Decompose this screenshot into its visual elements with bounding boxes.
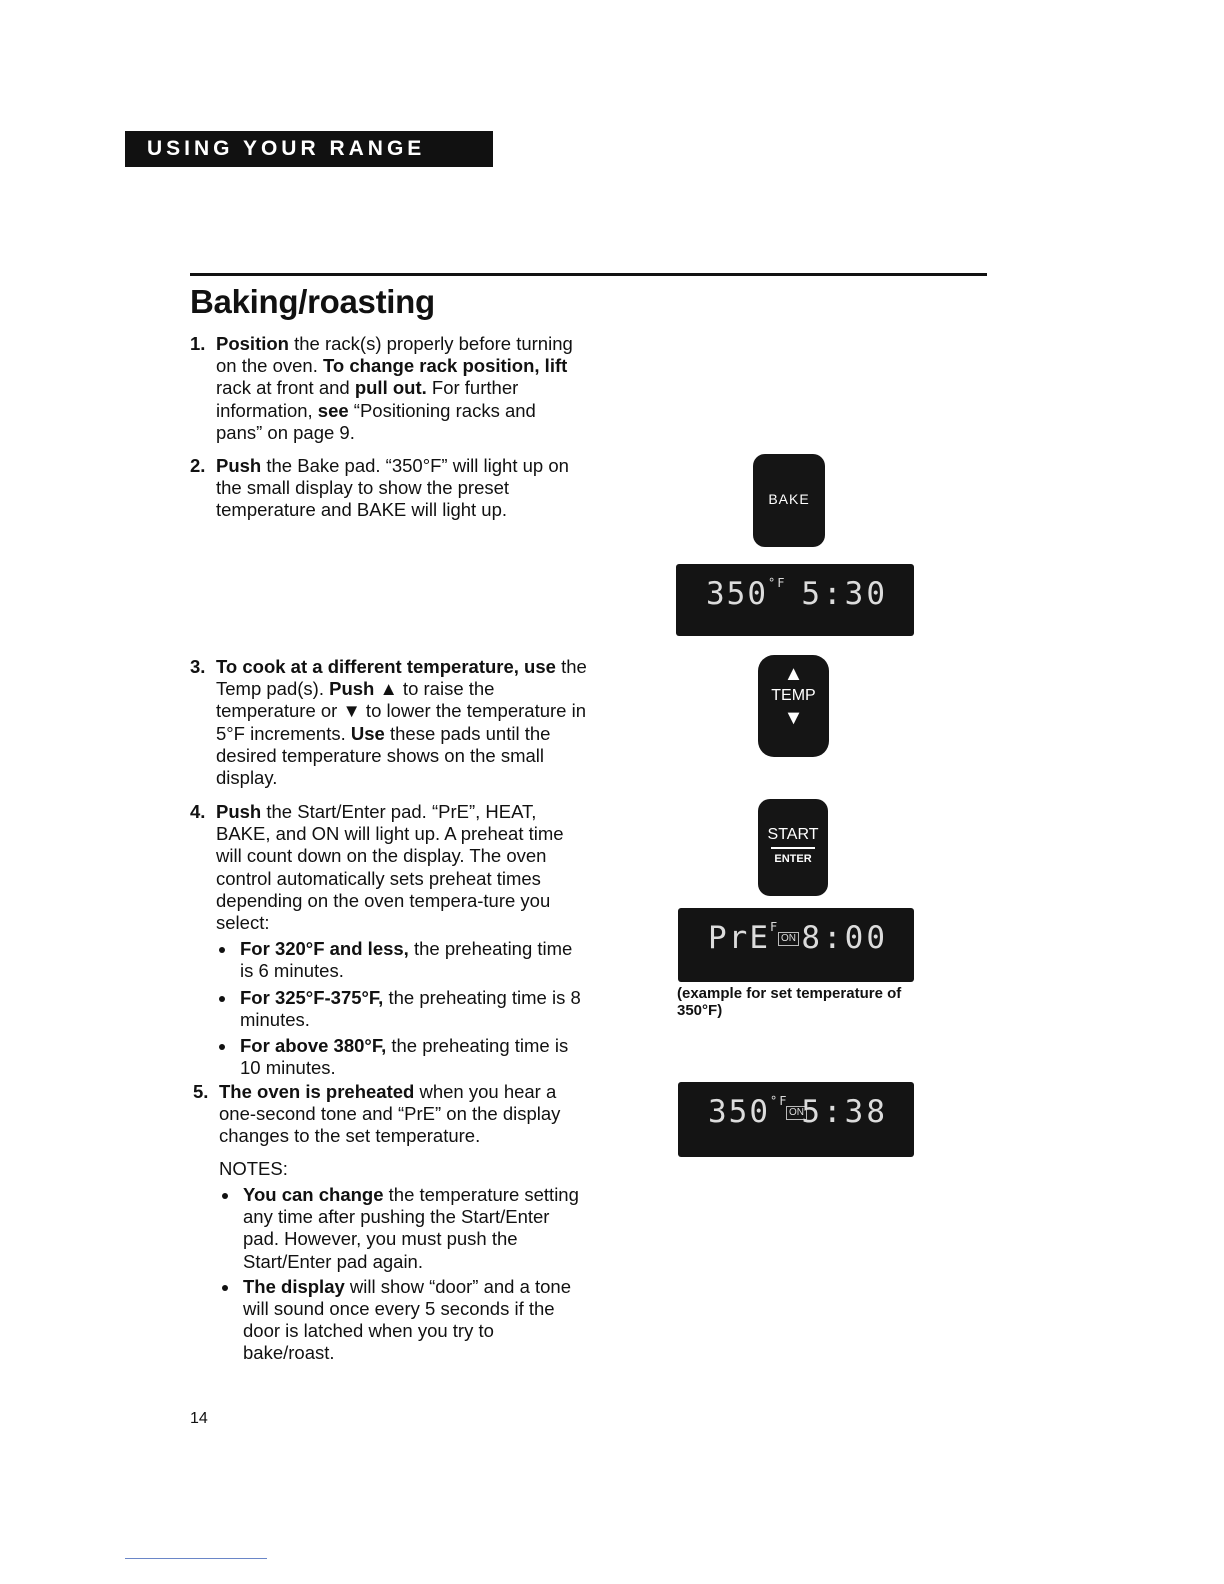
notes-label: NOTES: [219,1158,288,1179]
step-text [219,1081,588,1148]
temp-digits: PrE [708,920,770,956]
emphasis: To cook at a different temperature, use [216,656,556,677]
emphasis: Push ▲ [329,678,398,700]
emphasis: For 325°F-375°F, [240,986,384,1008]
text: the preheating time is 6 minutes. [240,938,573,982]
step-number: 4. [190,801,206,822]
text: the preheating time is 10 minutes. [240,1035,569,1079]
oven-display-preheat [678,908,914,982]
text: the Bake pad. “350°F” will light up on the small display to show the preset temperature and BAKE will light up. [216,455,569,521]
list-item [216,987,590,1031]
emphasis: The display [243,1275,345,1297]
step-1 [190,333,580,444]
step-number: 1. [190,333,206,354]
emphasis: To change rack position, lift [322,355,568,377]
step-4 [190,801,590,1079]
notes-list [193,1184,588,1365]
step-2 [190,455,580,522]
text: rack at front and [216,377,355,399]
section-banner: USING YOUR RANGE [125,131,493,167]
page-title: Baking/roasting [190,283,435,320]
oven-display-preset [676,564,914,636]
emphasis: Use [350,722,385,744]
temp-pad [758,655,829,757]
footer-rule [125,1558,267,1559]
text: For further information, [216,377,519,421]
list-item [219,1184,588,1273]
step-number: 3. [190,656,206,677]
emphasis: You can change [243,1184,384,1205]
text: the temperature setting any time after pushing the Start/Enter pad. However, you must push the Start/Enter pad again. [243,1184,579,1272]
temp-digits: 350 [708,1094,770,1130]
degree-unit: °F [768,576,787,590]
preheat-list [216,938,590,1079]
text: “Positioning racks and pans” on page 9. [216,399,536,443]
on-indicator: ON [778,932,799,946]
text: the Temp pad(s). [216,656,587,700]
emphasis: The oven is preheated [219,1081,415,1102]
text: the Start/Enter pad. “PrE”, HEAT, BAKE, and ON will light up. A preheat time will count down on the display. The oven control automatically sets preheat times depending on the oven tempera-ture you select: [216,801,564,934]
title-rule [190,273,987,276]
emphasis: Push [216,455,262,476]
step-text [216,333,580,444]
step-number: 5. [193,1081,209,1102]
emphasis: Position [216,333,289,354]
text: the rack(s) properly before turning on the oven. [216,333,573,377]
temp-pad-label: TEMP [771,687,816,704]
step-number: 2. [190,455,206,476]
step-text [216,656,590,789]
text: will show “door” and a tone will sound once every 5 seconds if the door is latched when you try to bake/roast. [243,1275,572,1364]
degree-unit: °F [770,1094,789,1108]
display-caption: (example for set temperature of 350°F) [677,985,902,1019]
start-pad-label: START [767,826,819,843]
emphasis: Push [216,801,262,822]
list-item [216,938,590,982]
text: when you hear a one-second tone and “PrE” on the display changes to the set temperature. [219,1081,561,1147]
text: these pads until the desired temperature shows on the small display. [216,722,551,789]
emphasis: For 320°F and less, [240,938,409,960]
list-item [216,1035,590,1079]
display-time: 8:00 [801,920,888,956]
emphasis: ▼ [342,700,361,722]
emphasis: pull out. [354,377,427,399]
display-time: 5:30 [801,576,888,612]
step-3 [190,656,590,789]
degree-unit: F [770,920,780,934]
arrow-down-icon: ▼ [783,707,804,729]
page-number: 14 [190,1410,208,1427]
notes-items [219,1184,588,1365]
bake-pad-label: BAKE [768,491,810,507]
on-indicator: ON [786,1106,807,1120]
bake-pad [753,454,825,547]
display-temperature [708,920,779,956]
emphasis: For above 380°F, [240,1035,387,1057]
text: to raise the temperature or [216,678,495,722]
oven-display-preheated [678,1082,914,1157]
start-enter-pad [758,799,828,896]
temp-digits: 350 [706,576,768,612]
step-5 [193,1081,588,1148]
divider [771,847,815,849]
enter-pad-label: ENTER [774,853,812,865]
arrow-up-icon: ▲ [783,663,804,685]
text: the preheating time is 8 minutes. [240,986,581,1030]
emphasis: see [317,399,349,421]
display-time: 5:38 [801,1094,888,1130]
text: to lower the temperature in 5°F increments. [216,700,586,744]
step-text [216,455,580,522]
display-temperature [706,576,786,612]
step-text [216,801,590,934]
list-item [219,1276,588,1365]
display-temperature [708,1094,788,1130]
